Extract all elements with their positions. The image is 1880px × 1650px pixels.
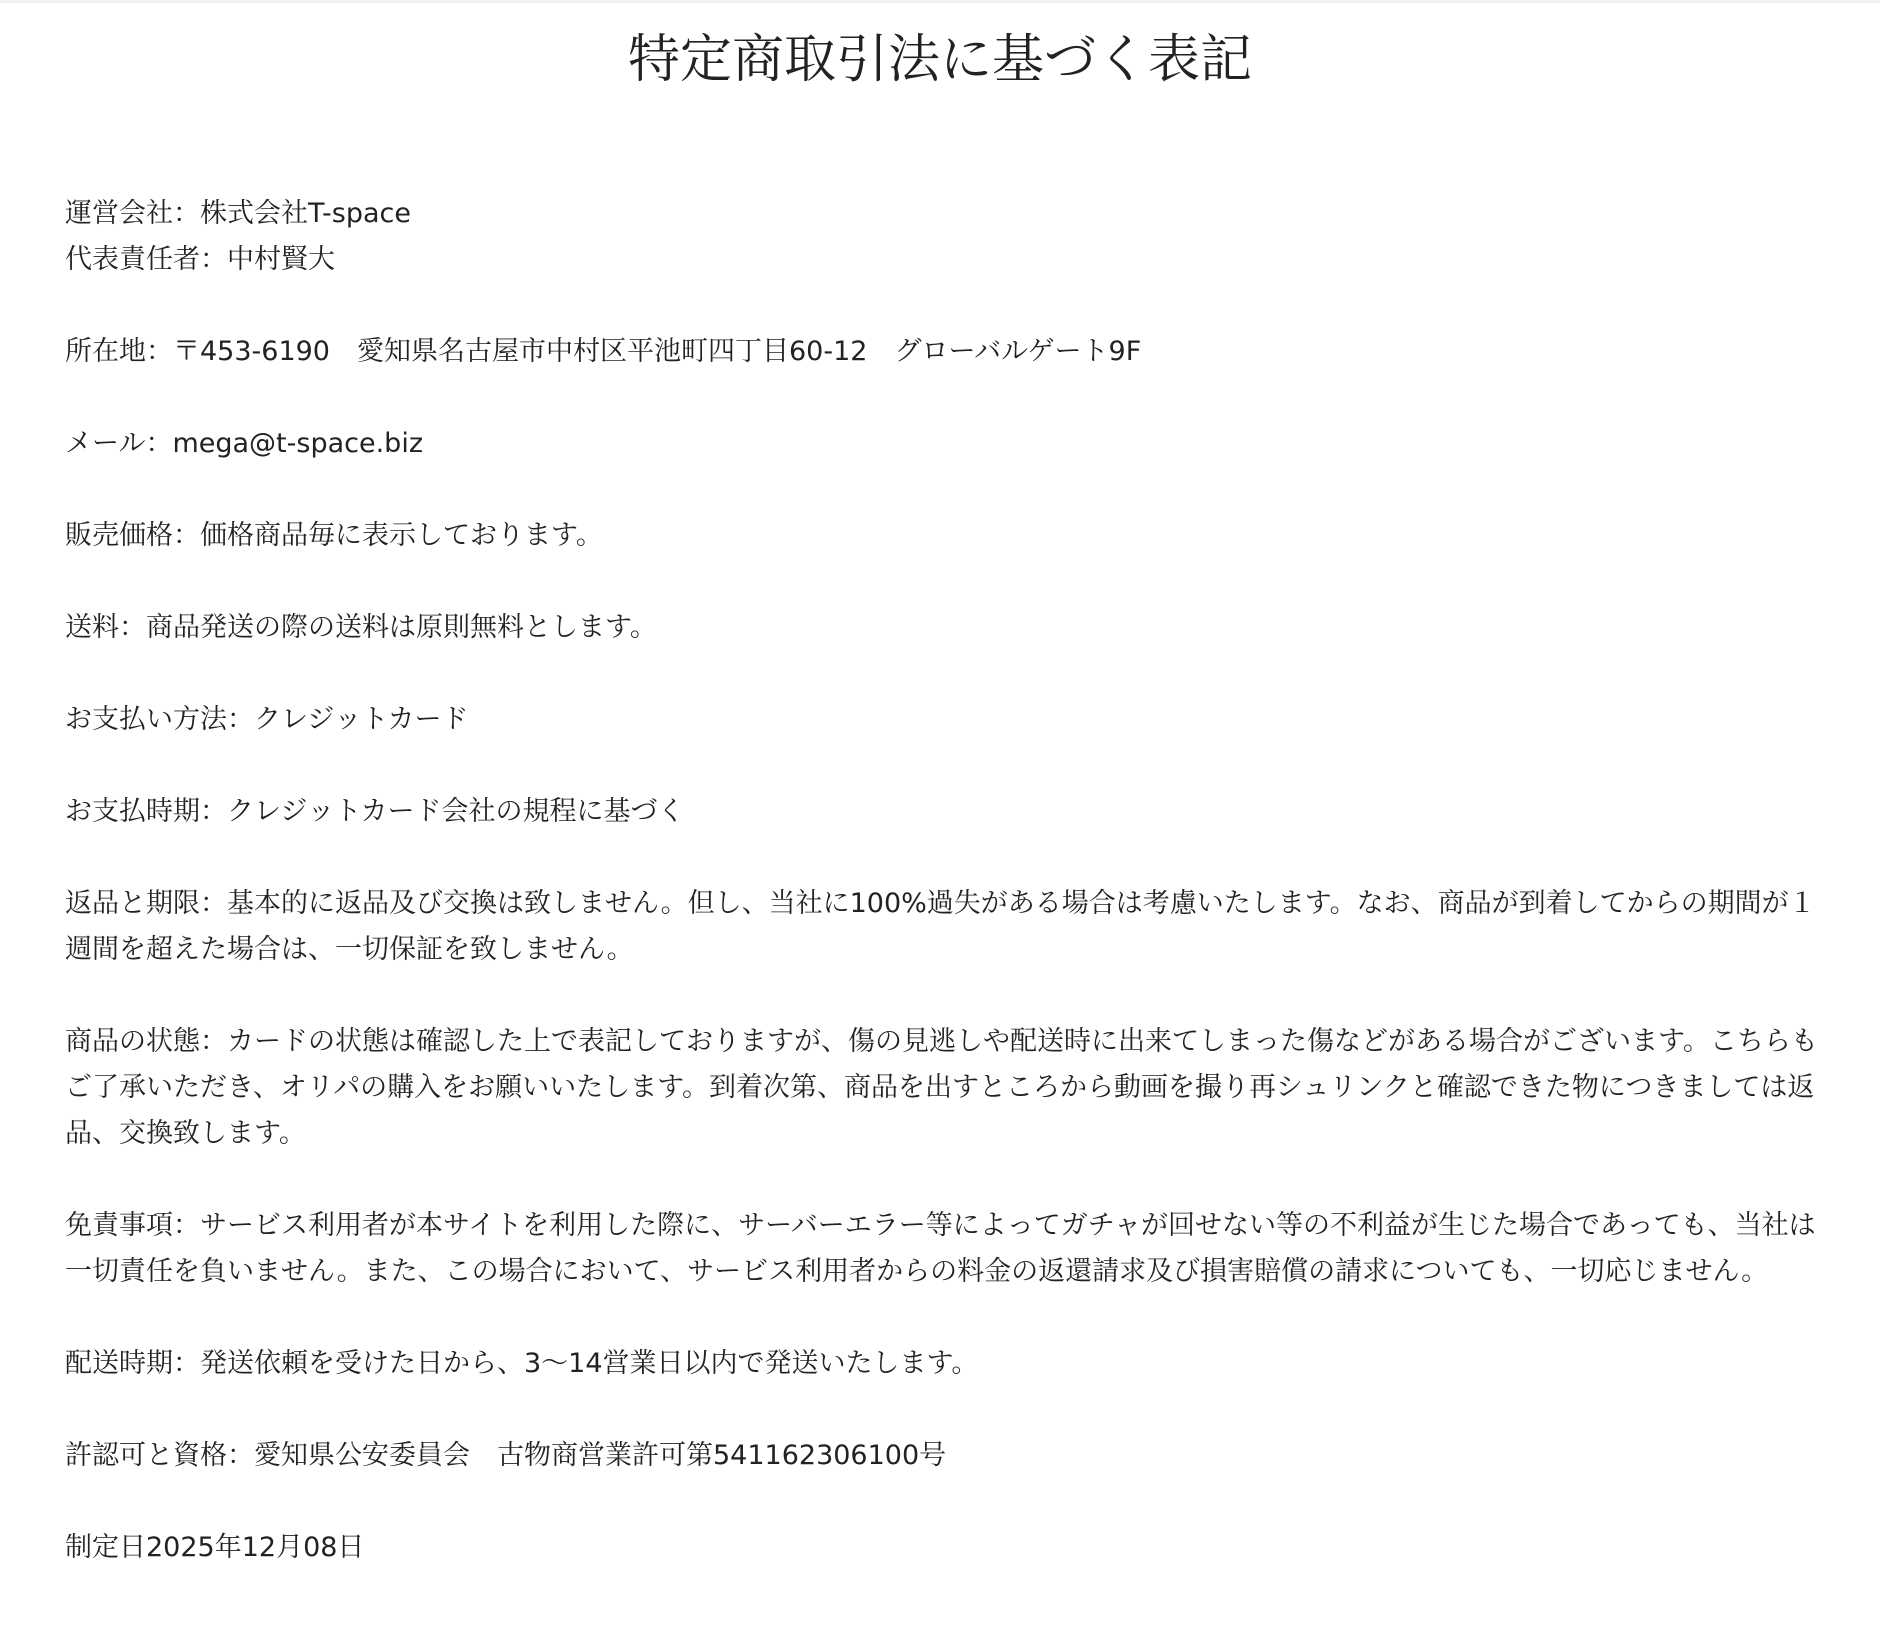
- established-date-line: 制定日2025年12月08日: [65, 1532, 365, 1563]
- legal-notice-content: [65, 191, 1825, 1571]
- license-line: 許認可と資格：愛知県公安委員会 古物商営業許可第541162306100号: [65, 1440, 947, 1471]
- disclaimer-paragraph: 免責事項：サービス利用者が本サイトを利用した際に、サーバーエラー等によってガチャが回せない等の不利益が生じた場合であっても、当社は一切責任を負いません。また、この場合において、サービス利用者からの料金の返還請求及び損害賠償の請求についても、一切応じません。: [65, 1210, 1816, 1287]
- payment-method-line: お支払い方法：クレジットカード: [65, 704, 469, 735]
- page-title: 特定商取引法に基づく表記: [627, 30, 1252, 90]
- price-line: 販売価格：価格商品毎に表示しております。: [65, 520, 603, 551]
- returns-policy-paragraph: 返品と期限：基本的に返品及び交換は致しません。但し、当社に100%過失がある場合は考慮いたします。なお、商品が到着してからの期間が１週間を超えた場合は、一切保証を致しません。: [65, 888, 1816, 965]
- address-line: 所在地：〒453-6190 愛知県名古屋市中村区平池町四丁目60-12 グローバルゲート9F: [65, 336, 1142, 367]
- company-line: 運営会社：株式会社T-space: [65, 198, 411, 229]
- product-condition-paragraph: 商品の状態：カードの状態は確認した上で表記しておりますが、傷の見逃しや配送時に出来てしまった傷などがある場合がございます。こちらもご了承いただき、オリパの購入をお願いいたします。到着次第、商品を出すところから動画を撮り再シュリンクと確認できた物につきましては返品、交換致します。: [65, 1026, 1818, 1149]
- shipping-fee-line: 送料：商品発送の際の送料は原則無料とします。: [65, 612, 657, 643]
- payment-timing-line: お支払時期：クレジットカード会社の規程に基づく: [65, 796, 685, 827]
- delivery-time-line: 配送時期：発送依頼を受けた日から、3〜14営業日以内で発送いたします。: [65, 1348, 979, 1379]
- email-line: メール：mega@t-space.biz: [65, 428, 423, 459]
- representative-line: 代表責任者：中村賢大: [65, 244, 335, 275]
- top-edge-divider: [0, 0, 1880, 3]
